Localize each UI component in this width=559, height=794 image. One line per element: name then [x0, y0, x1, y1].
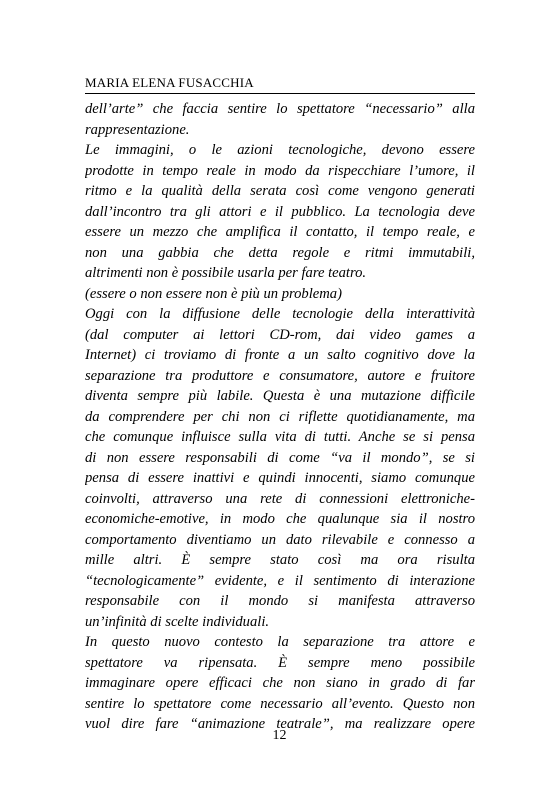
- text-line: un’infinità di scelte individuali.: [85, 613, 270, 630]
- text-line: dall’incontro tra gli attori e il pubblico. La tecnologia deve: [85, 203, 475, 220]
- text-line: ritmo e la qualità della serata così come vengono generati: [85, 183, 475, 199]
- text-line: mille altri. È sempre stato così ma ora risulta: [85, 552, 475, 568]
- text-line: rappresentazione.: [85, 121, 190, 138]
- page-number: 12: [272, 728, 287, 743]
- text-line: Internet) ci troviamo di fronte a un salto cognitivo dove la: [85, 347, 475, 363]
- text-line: comportamento diventiamo un dato rilevabile e connesso a: [85, 531, 475, 548]
- text-line: diventa sempre più labile. Questa è una mutazione difficile: [85, 388, 475, 404]
- text-line: che comunque influisce sulla vita di tutti. Anche se si pensa: [85, 429, 475, 445]
- text-line: prodotte in tempo reale in modo da rispecchiare l’umore, il: [85, 162, 475, 179]
- text-line: In questo nuovo contesto la separazione tra attore e: [85, 634, 475, 650]
- text-line: da comprendere per chi non ci riflette quotidianamente, ma: [85, 408, 475, 425]
- text-line: spettatore va ripensata. È sempre meno possibile: [85, 654, 475, 671]
- text-line: vuol dire fare “animazione teatrale”, ma realizzare opere: [85, 716, 475, 732]
- text-line: pensa di essere inattivi e quindi innocenti, siamo comunque: [85, 470, 475, 486]
- text-line: di non essere responsabili di come “va il mondo”, se si: [85, 449, 475, 466]
- text-line: non una gabbia che detta regole e ritmi immutabili,: [85, 244, 475, 261]
- text-line: (essere o non essere non è più un problema): [85, 285, 342, 302]
- running-header: MARIA ELENA FUSACCHIA: [85, 75, 475, 94]
- text-line: economiche-emotive, in modo che qualunque sia il nostro: [85, 511, 475, 527]
- text-line: dell’arte” che faccia sentire lo spettatore “necessario” alla: [85, 101, 475, 117]
- text-line: altrimenti non è possibile usarla per fare teatro.: [85, 265, 367, 281]
- text-line: Oggi con la diffusione delle tecnologie della interattività: [85, 306, 475, 322]
- text-line: separazione tra produttore e consumatore, autore e fruitore: [85, 367, 475, 384]
- text-line: responsabile con il mondo si manifesta attraverso: [85, 593, 475, 609]
- text-line: sentire lo spettatore come necessario all’evento. Questo non: [85, 695, 475, 712]
- body-text: [85, 99, 475, 735]
- text-line: essere un mezzo che amplifica il contatto, il tempo reale, e: [85, 224, 475, 240]
- text-line: immaginare opere efficaci che non siano in grado di far: [85, 675, 475, 691]
- text-line: coinvolti, attraverso una rete di connessioni elettroniche-: [85, 490, 475, 507]
- text-line: Le immagini, o le azioni tecnologiche, devono essere: [85, 142, 475, 158]
- text-line: (dal computer ai lettori CD-rom, dai video games a: [85, 326, 475, 343]
- text-line: “tecnologicamente” evidente, e il sentimento di interazione: [85, 572, 475, 589]
